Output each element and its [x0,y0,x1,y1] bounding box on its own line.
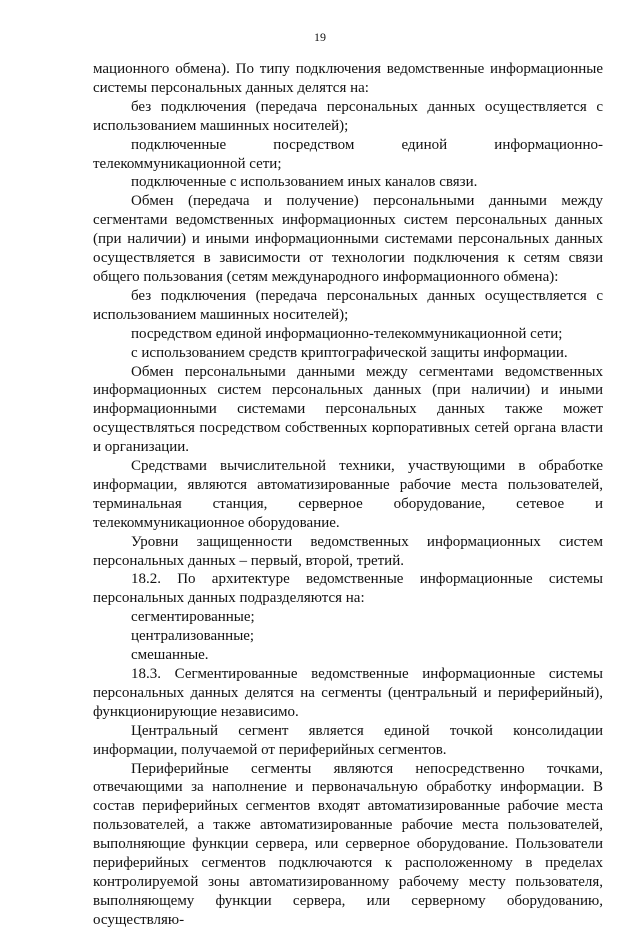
document-body [93,60,603,930]
list-item: централизованные; [131,628,255,645]
page-number: 19 [314,30,326,44]
section-paragraph: 18.2. По архитектуре ведомственные информационные системы персональных данных подразделяются на: [93,571,603,607]
paragraph: Средствами вычислительной техники, участвующими в обработке информации, являются автоматизированные рабочие места пользователей, терминальная станция, серверное оборудование, сетевое и телекоммуникационное оборудование. [93,458,603,531]
list-item: посредством единой информационно-телекоммуникационной сети; [131,325,563,342]
paragraph: Обмен персональными данными между сегментами ведомственных информационных систем персональных данных (при наличии) и иными информационными системами персональных данных также может осуществляться посредством собственных корпоративных сетей органа власти и организации. [93,363,603,456]
list-item: подключенные посредством единой информационно-телекоммуникационной сети; [93,136,603,172]
paragraph: мационного обмена). По типу подключения ведомственные информационные системы персональных данных делятся на: [93,61,603,96]
list-item: с использованием средств криптографической защиты информации. [131,344,568,361]
paragraph: Центральный сегмент является единой точкой консолидации информации, получаемой от периферийных сегментов. [93,722,603,758]
section-paragraph: 18.3. Сегментированные ведомственные информационные системы персональных данных делятся на сегменты (центральный и периферийный), функционирующие независимо. [93,666,603,720]
list-item: подключенные с использованием иных каналов связи. [131,174,478,191]
list-item: без подключения (передача персональных данных осуществляется с использованием машинных носителей); [93,287,603,323]
paragraph: Периферийные сегменты являются непосредственно точками, отвечающими за наполнение и первоначальную обработку информации. В состав периферийных сегментов входят автоматизированные рабочие места пользователей, а также автоматизированные рабочие места пользователей, выполняющие функции сервера, или серверное оборудование. Пользователи периферийных сегментов подключаются к расположенному в пределах контролируемой зоны автоматизированному рабочему месту пользователя, выполняющему функции сервера, или серверному оборудованию, осуществляю- [93,760,603,928]
list-item: смешанные. [131,647,209,664]
list-item: без подключения (передача персональных данных осуществляется с использованием машинных носителей); [93,98,603,134]
paragraph: Обмен (передача и получение) персональными данными между сегментами ведомственных информационных систем персональных данных (при наличии) и иными информационными системами персональных данных осуществляется в зависимости от технологии подключения к сетям связи общего пользования (сетям международного информационного обмена): [93,193,603,285]
paragraph: Уровни защищенности ведомственных информационных систем персональных данных – первый, второй, третий. [93,533,603,569]
list-item: сегментированные; [131,609,255,626]
